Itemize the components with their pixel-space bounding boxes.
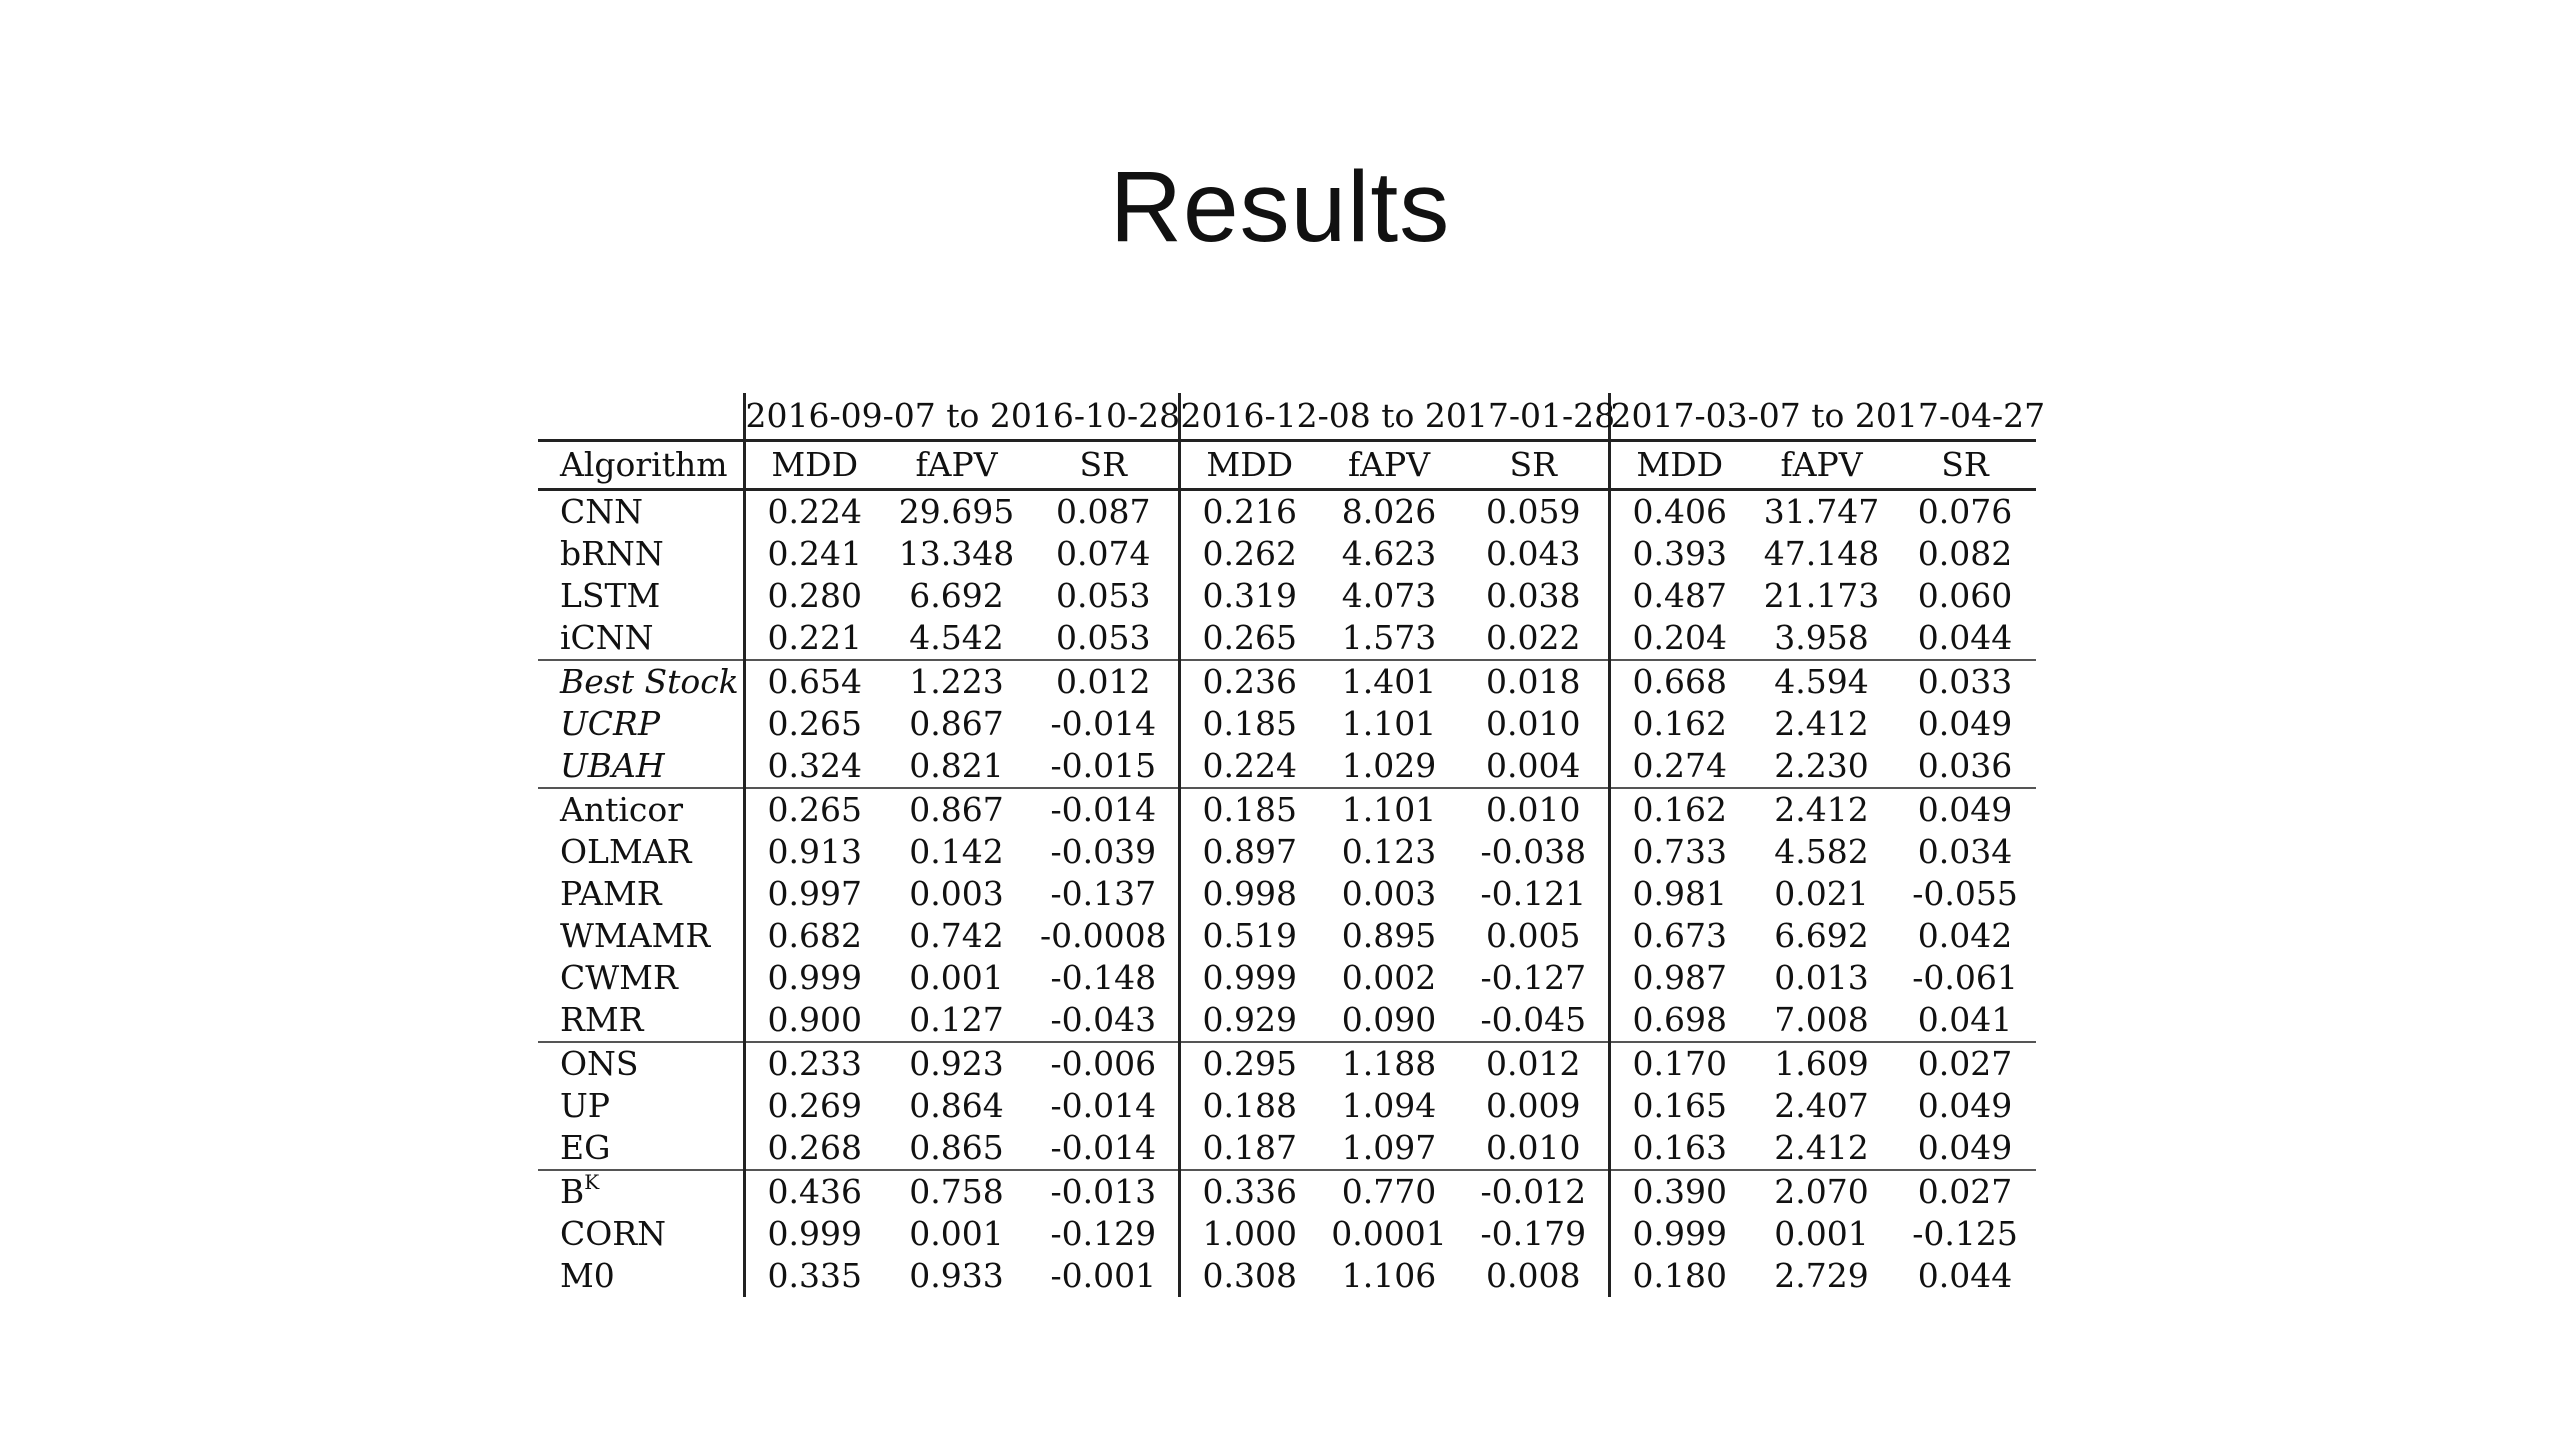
- value-cell: 0.865: [909, 1128, 1004, 1167]
- value-cell: 0.758: [884, 1170, 1029, 1213]
- table-row: [538, 1213, 2036, 1255]
- value-cell: 0.004: [1486, 746, 1581, 785]
- table-row: [538, 1042, 2036, 1085]
- value-cell: 1.106: [1341, 1256, 1437, 1295]
- value-cell: 0.519: [1179, 915, 1319, 957]
- value-cell: 0.224: [744, 490, 884, 534]
- results-table: [538, 393, 2046, 1297]
- value-cell: 0.867: [909, 704, 1004, 743]
- value-cell: 21.173: [1763, 576, 1880, 615]
- value-cell: 0.393: [1609, 533, 1749, 575]
- value-cell: 0.010: [1486, 1128, 1581, 1167]
- table-row: [538, 617, 2036, 660]
- value-cell: 0.162: [1609, 703, 1749, 745]
- value-cell: 0.090: [1341, 1000, 1437, 1039]
- value-cell: -0.0008: [1039, 916, 1167, 955]
- value-cell: 1.000: [1179, 1213, 1319, 1255]
- value-cell: 0.042: [1917, 916, 2013, 955]
- algorithm-name: [538, 831, 744, 873]
- value-cell: 1.188: [1319, 1042, 1459, 1085]
- value-cell: 0.053: [1056, 618, 1151, 657]
- period-header: 2016-12-08 to 2017-01-28: [1179, 393, 1609, 441]
- value-cell: 1.097: [1341, 1128, 1437, 1167]
- table-row: [538, 745, 2036, 788]
- value-cell: 0.185: [1179, 788, 1319, 831]
- value-cell: 0.668: [1609, 660, 1749, 703]
- algorithm-name-text: EG: [560, 1128, 611, 1167]
- algorithm-name: [538, 575, 744, 617]
- algorithm-name: [538, 1255, 744, 1297]
- value-cell: -0.127: [1480, 958, 1587, 997]
- value-cell: 0.913: [744, 831, 884, 873]
- value-cell: -0.179: [1480, 1214, 1587, 1253]
- algorithm-name: [538, 533, 744, 575]
- value-cell: 0.933: [909, 1256, 1004, 1295]
- algorithm-name-text: OLMAR: [560, 832, 692, 871]
- value-cell: 0.233: [744, 1042, 884, 1085]
- value-cell: 4.582: [1774, 832, 1869, 871]
- value-cell: 4.073: [1341, 576, 1437, 615]
- value-cell: -0.043: [1050, 1000, 1157, 1039]
- value-cell: -0.137: [1050, 874, 1157, 913]
- column-header: SR: [1894, 441, 2036, 490]
- algorithm-name: [538, 617, 744, 660]
- algorithm-name-text: bRNN: [560, 534, 664, 573]
- value-cell: 13.348: [898, 534, 1015, 573]
- value-cell: 0.998: [1179, 873, 1319, 915]
- value-cell: 0.308: [1179, 1255, 1319, 1297]
- value-cell: 0.076: [1917, 492, 2013, 531]
- value-cell: -0.014: [1050, 1128, 1157, 1167]
- value-cell: 0.742: [909, 916, 1004, 955]
- value-cell: 0.999: [1179, 957, 1319, 999]
- value-cell: -0.061: [1912, 958, 2018, 997]
- value-cell: 1.401: [1319, 660, 1459, 703]
- period-header-row: [538, 393, 2036, 441]
- algorithm-name: [538, 1042, 744, 1085]
- value-cell: 1.573: [1341, 618, 1437, 657]
- value-cell: -0.121: [1480, 874, 1587, 913]
- value-cell: 0.319: [1179, 575, 1319, 617]
- column-header: fAPV: [1749, 441, 1894, 490]
- value-cell: 4.623: [1341, 534, 1437, 573]
- algorithm-name: [538, 957, 744, 999]
- value-cell: 0.204: [1609, 617, 1749, 660]
- value-cell: 0.265: [1179, 617, 1319, 660]
- table-row: [538, 1127, 2036, 1170]
- value-cell: 0.224: [1179, 745, 1319, 788]
- algorithm-name-text: WMAMR: [560, 916, 711, 955]
- slide-title: Results: [1109, 151, 1451, 263]
- value-cell: -0.148: [1050, 958, 1157, 997]
- column-header: fAPV: [1319, 441, 1459, 490]
- algorithm-name: [538, 745, 744, 788]
- column-header: MDD: [1179, 441, 1319, 490]
- algorithm-name-text: CNN: [560, 492, 643, 531]
- value-cell: 0.043: [1486, 534, 1581, 573]
- value-cell: 2.412: [1774, 1128, 1869, 1167]
- algorithm-name-text: M0: [560, 1256, 615, 1295]
- value-cell: 1.101: [1319, 788, 1459, 831]
- value-cell: 0.987: [1609, 957, 1749, 999]
- value-cell: 0.001: [909, 958, 1004, 997]
- table-row: [538, 575, 2036, 617]
- period-header: 2016-09-07 to 2016-10-28: [744, 393, 1179, 441]
- value-cell: 0.216: [1179, 490, 1319, 534]
- value-cell: 0.897: [1179, 831, 1319, 873]
- value-cell: 0.165: [1609, 1085, 1749, 1127]
- value-cell: 0.487: [1609, 575, 1749, 617]
- value-cell: 0.010: [1486, 704, 1581, 743]
- value-cell: -0.014: [1050, 1086, 1157, 1125]
- value-cell: 29.695: [898, 492, 1015, 531]
- value-cell: 1.094: [1341, 1086, 1437, 1125]
- value-cell: 0.142: [909, 832, 1004, 871]
- value-cell: 0.895: [1341, 916, 1437, 955]
- column-header: MDD: [744, 441, 884, 490]
- table-row: [538, 999, 2036, 1042]
- value-cell: 0.049: [1894, 788, 2036, 831]
- value-cell: 0.981: [1609, 873, 1749, 915]
- value-cell: 0.163: [1609, 1127, 1749, 1170]
- table-row: [538, 1085, 2036, 1127]
- value-cell: 0.044: [1917, 1256, 2013, 1295]
- value-cell: 0.280: [744, 575, 884, 617]
- value-cell: 7.008: [1774, 1000, 1869, 1039]
- value-cell: -0.006: [1029, 1042, 1179, 1085]
- value-cell: 0.274: [1609, 745, 1749, 788]
- value-cell: 0.010: [1459, 788, 1609, 831]
- algorithm-name: [538, 660, 744, 703]
- algorithm-name-text: CWMR: [560, 958, 678, 997]
- value-cell: 0.034: [1917, 832, 2013, 871]
- algorithm-name-text: UBAH: [560, 746, 665, 785]
- value-cell: 0.018: [1459, 660, 1609, 703]
- algorithm-name-text: UCRP: [560, 704, 661, 743]
- value-cell: 0.654: [744, 660, 884, 703]
- table-row: [538, 873, 2036, 915]
- value-cell: 1.101: [1341, 704, 1437, 743]
- value-cell: 0.021: [1774, 874, 1869, 913]
- value-cell: 0.041: [1917, 1000, 2013, 1039]
- value-cell: 3.958: [1774, 618, 1869, 657]
- table-row: [538, 1170, 2036, 1213]
- value-cell: 0.001: [909, 1214, 1004, 1253]
- algorithm-name: [538, 1213, 744, 1255]
- value-cell: 0.013: [1774, 958, 1869, 997]
- algorithm-name-text: B: [560, 1172, 585, 1211]
- value-cell: 0.036: [1917, 746, 2013, 785]
- value-cell: 0.127: [909, 1000, 1004, 1039]
- algorithm-name: [538, 788, 744, 831]
- value-cell: 0.162: [1609, 788, 1749, 831]
- value-cell: 2.070: [1749, 1170, 1894, 1213]
- value-cell: 0.187: [1179, 1127, 1319, 1170]
- value-cell: 0.390: [1609, 1170, 1749, 1213]
- value-cell: 47.148: [1763, 534, 1880, 573]
- value-cell: -0.015: [1050, 746, 1157, 785]
- value-cell: 1.029: [1341, 746, 1437, 785]
- algorithm-name-text: UP: [560, 1086, 611, 1125]
- column-header: fAPV: [884, 441, 1029, 490]
- value-cell: 0.336: [1179, 1170, 1319, 1213]
- table-row: [538, 788, 2036, 831]
- value-cell: 0.053: [1056, 576, 1151, 615]
- value-cell: 0.123: [1341, 832, 1437, 871]
- value-cell: 0.0001: [1331, 1214, 1447, 1253]
- blank-header-cell: [538, 393, 744, 441]
- table-row: [538, 1255, 2036, 1297]
- value-cell: 0.012: [1459, 1042, 1609, 1085]
- value-cell: -0.038: [1480, 832, 1587, 871]
- value-cell: -0.055: [1912, 874, 2018, 913]
- value-cell: 0.188: [1179, 1085, 1319, 1127]
- value-cell: 0.059: [1486, 492, 1581, 531]
- value-cell: 0.999: [744, 957, 884, 999]
- algorithm-name: [538, 490, 744, 534]
- algorithm-name-text: Best Stock: [560, 662, 739, 701]
- value-cell: 0.012: [1029, 660, 1179, 703]
- value-cell: 0.027: [1894, 1170, 2036, 1213]
- column-header-algorithm: Algorithm: [538, 441, 744, 490]
- table-row: [538, 915, 2036, 957]
- value-cell: 0.001: [1774, 1214, 1869, 1253]
- value-cell: 0.265: [744, 703, 884, 745]
- value-cell: 0.082: [1917, 534, 2013, 573]
- column-header: SR: [1459, 441, 1609, 490]
- value-cell: 0.060: [1917, 576, 2013, 615]
- value-cell: 0.008: [1486, 1256, 1581, 1295]
- value-cell: 0.027: [1894, 1042, 2036, 1085]
- value-cell: 0.049: [1917, 1128, 2013, 1167]
- value-cell: 0.999: [1609, 1213, 1749, 1255]
- value-cell: -0.012: [1459, 1170, 1609, 1213]
- value-cell: -0.045: [1480, 1000, 1587, 1039]
- value-cell: 1.223: [884, 660, 1029, 703]
- value-cell: -0.001: [1050, 1256, 1157, 1295]
- value-cell: 0.268: [744, 1127, 884, 1170]
- value-cell: 0.022: [1486, 618, 1581, 657]
- algorithm-name: [538, 915, 744, 957]
- value-cell: 0.770: [1319, 1170, 1459, 1213]
- value-cell: 0.005: [1486, 916, 1581, 955]
- value-cell: 0.436: [744, 1170, 884, 1213]
- value-cell: -0.013: [1029, 1170, 1179, 1213]
- value-cell: 0.999: [744, 1213, 884, 1255]
- value-cell: 0.324: [744, 745, 884, 788]
- algorithm-name-text: Anticor: [560, 790, 684, 829]
- value-cell: 0.033: [1894, 660, 2036, 703]
- value-cell: 0.821: [909, 746, 1004, 785]
- algorithm-name: [538, 873, 744, 915]
- value-cell: 0.929: [1179, 999, 1319, 1042]
- algorithm-name: [538, 1170, 744, 1213]
- table-row: [538, 703, 2036, 745]
- algorithm-name: [538, 1127, 744, 1170]
- column-header: MDD: [1609, 441, 1749, 490]
- period-header: 2017-03-07 to 2017-04-27: [1609, 393, 2036, 441]
- value-cell: 0.180: [1609, 1255, 1749, 1297]
- algorithm-name-text: ONS: [560, 1044, 639, 1083]
- value-cell: 0.003: [1341, 874, 1437, 913]
- value-cell: 4.594: [1749, 660, 1894, 703]
- value-cell: -0.014: [1029, 788, 1179, 831]
- value-cell: 0.074: [1056, 534, 1151, 573]
- table-row: [538, 490, 2036, 534]
- value-cell: 0.044: [1917, 618, 2013, 657]
- value-cell: 2.407: [1774, 1086, 1869, 1125]
- value-cell: 6.692: [1774, 916, 1869, 955]
- table-row: [538, 957, 2036, 999]
- value-cell: -0.014: [1050, 704, 1157, 743]
- value-cell: 0.269: [744, 1085, 884, 1127]
- algorithm-name-text: PAMR: [560, 874, 662, 913]
- value-cell: 0.049: [1917, 704, 2013, 743]
- value-cell: 6.692: [909, 576, 1004, 615]
- value-cell: 31.747: [1763, 492, 1880, 531]
- value-cell: 0.049: [1917, 1086, 2013, 1125]
- value-cell: 0.185: [1179, 703, 1319, 745]
- value-cell: 0.682: [744, 915, 884, 957]
- value-cell: 0.698: [1609, 999, 1749, 1042]
- table-row: [538, 660, 2036, 703]
- value-cell: -0.125: [1912, 1214, 2018, 1253]
- value-cell: 0.241: [744, 533, 884, 575]
- algorithm-name: [538, 703, 744, 745]
- value-cell: 0.236: [1179, 660, 1319, 703]
- value-cell: 0.335: [744, 1255, 884, 1297]
- algorithm-name-text: iCNN: [560, 618, 654, 657]
- value-cell: 2.230: [1774, 746, 1869, 785]
- value-cell: 0.900: [744, 999, 884, 1042]
- algorithm-name: [538, 1085, 744, 1127]
- algorithm-name: [538, 999, 744, 1042]
- value-cell: 0.867: [884, 788, 1029, 831]
- value-cell: 0.864: [909, 1086, 1004, 1125]
- value-cell: 0.265: [744, 788, 884, 831]
- value-cell: 0.038: [1486, 576, 1581, 615]
- value-cell: 4.542: [909, 618, 1004, 657]
- value-cell: 0.003: [909, 874, 1004, 913]
- value-cell: 0.002: [1341, 958, 1437, 997]
- value-cell: 0.673: [1609, 915, 1749, 957]
- value-cell: 0.406: [1609, 490, 1749, 534]
- algorithm-name-text: RMR: [560, 1000, 644, 1039]
- value-cell: 0.923: [884, 1042, 1029, 1085]
- value-cell: 0.087: [1056, 492, 1151, 531]
- value-cell: 0.262: [1179, 533, 1319, 575]
- value-cell: 8.026: [1341, 492, 1437, 531]
- value-cell: 0.295: [1179, 1042, 1319, 1085]
- value-cell: 0.997: [744, 873, 884, 915]
- value-cell: 2.729: [1774, 1256, 1869, 1295]
- column-header: SR: [1029, 441, 1179, 490]
- table-body: [538, 490, 2036, 1298]
- table-row: [538, 831, 2036, 873]
- algorithm-name-superscript: K: [584, 1170, 600, 1194]
- algorithm-name-text: LSTM: [560, 576, 661, 615]
- value-cell: 0.221: [744, 617, 884, 660]
- value-cell: 0.009: [1486, 1086, 1581, 1125]
- value-cell: 1.609: [1749, 1042, 1894, 1085]
- value-cell: 2.412: [1749, 788, 1894, 831]
- value-cell: 2.412: [1774, 704, 1869, 743]
- value-cell: -0.039: [1050, 832, 1157, 871]
- value-cell: -0.129: [1050, 1214, 1157, 1253]
- algorithm-name-text: CORN: [560, 1214, 667, 1253]
- value-cell: 0.170: [1609, 1042, 1749, 1085]
- table-row: [538, 533, 2036, 575]
- column-header-row: [538, 441, 2036, 490]
- value-cell: 0.733: [1609, 831, 1749, 873]
